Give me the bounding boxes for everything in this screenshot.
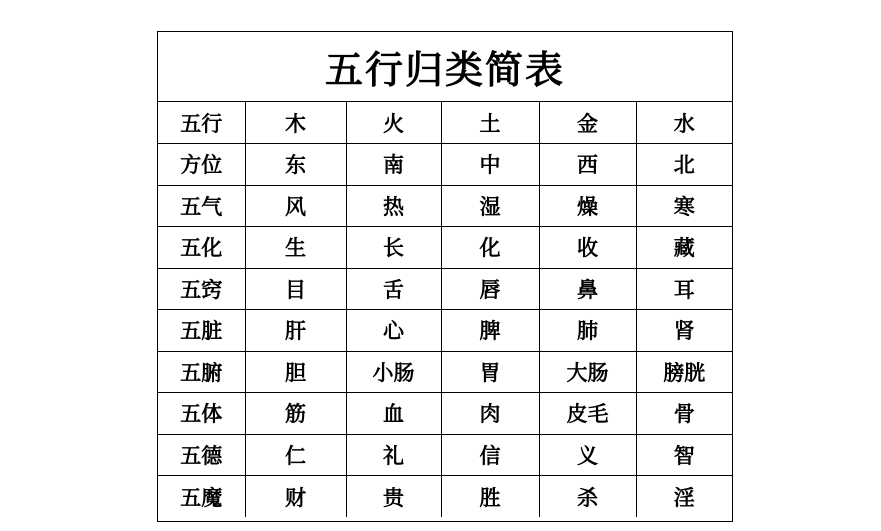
table-cell: 土 — [441, 102, 539, 144]
table-cell: 耳 — [636, 268, 732, 310]
table-cell: 舌 — [346, 268, 441, 310]
table-cell: 湿 — [441, 185, 539, 227]
row-label: 五脏 — [158, 310, 245, 352]
table-row — [158, 434, 732, 476]
row-label: 五德 — [158, 434, 245, 476]
table-cell: 西 — [539, 144, 636, 186]
table-row — [158, 144, 732, 186]
table-cell: 东 — [245, 144, 346, 186]
table-cell: 寒 — [636, 185, 732, 227]
table-cell: 皮毛 — [539, 393, 636, 435]
table-cell: 肾 — [636, 310, 732, 352]
row-label: 方位 — [158, 144, 245, 186]
table-cell: 木 — [245, 102, 346, 144]
five-elements-table — [157, 31, 733, 522]
table-cell: 贵 — [346, 476, 441, 518]
table-cell: 风 — [245, 185, 346, 227]
table-cell: 唇 — [441, 268, 539, 310]
table-cell: 火 — [346, 102, 441, 144]
table-cell: 仁 — [245, 434, 346, 476]
table-cell: 胜 — [441, 476, 539, 518]
table-cell: 藏 — [636, 227, 732, 269]
table-cell: 礼 — [346, 434, 441, 476]
table-row — [158, 102, 732, 144]
table-cell: 杀 — [539, 476, 636, 518]
table-cell: 智 — [636, 434, 732, 476]
table-cell: 胆 — [245, 351, 346, 393]
table-cell: 筋 — [245, 393, 346, 435]
table-row — [158, 227, 732, 269]
table-row — [158, 268, 732, 310]
row-label: 五魔 — [158, 476, 245, 518]
table-cell: 化 — [441, 227, 539, 269]
row-label: 五化 — [158, 227, 245, 269]
table-cell: 胃 — [441, 351, 539, 393]
table-cell: 大肠 — [539, 351, 636, 393]
table-row — [158, 310, 732, 352]
table-cell: 目 — [245, 268, 346, 310]
table-row — [158, 476, 732, 518]
table-cell: 脾 — [441, 310, 539, 352]
table-title: 五行归类简表 — [158, 32, 732, 102]
row-label: 五气 — [158, 185, 245, 227]
row-label: 五窍 — [158, 268, 245, 310]
table-cell: 信 — [441, 434, 539, 476]
table-cell: 淫 — [636, 476, 732, 518]
table-cell: 义 — [539, 434, 636, 476]
row-label: 五体 — [158, 393, 245, 435]
table-cell: 金 — [539, 102, 636, 144]
table-cell: 小肠 — [346, 351, 441, 393]
table-cell: 南 — [346, 144, 441, 186]
table-cell: 北 — [636, 144, 732, 186]
table-cell: 肉 — [441, 393, 539, 435]
row-label: 五腑 — [158, 351, 245, 393]
table-row — [158, 351, 732, 393]
table-cell: 长 — [346, 227, 441, 269]
table-cell: 骨 — [636, 393, 732, 435]
table-cell: 肺 — [539, 310, 636, 352]
table-cell: 肝 — [245, 310, 346, 352]
table-row — [158, 185, 732, 227]
table-cell: 燥 — [539, 185, 636, 227]
row-label: 五行 — [158, 102, 245, 144]
table-cell: 财 — [245, 476, 346, 518]
table-row — [158, 393, 732, 435]
table-cell: 心 — [346, 310, 441, 352]
table-cell: 膀胱 — [636, 351, 732, 393]
table-cell: 血 — [346, 393, 441, 435]
classification-grid — [158, 102, 732, 517]
table-cell: 水 — [636, 102, 732, 144]
table-cell: 生 — [245, 227, 346, 269]
table-cell: 鼻 — [539, 268, 636, 310]
table-cell: 热 — [346, 185, 441, 227]
table-cell: 中 — [441, 144, 539, 186]
table-cell: 收 — [539, 227, 636, 269]
